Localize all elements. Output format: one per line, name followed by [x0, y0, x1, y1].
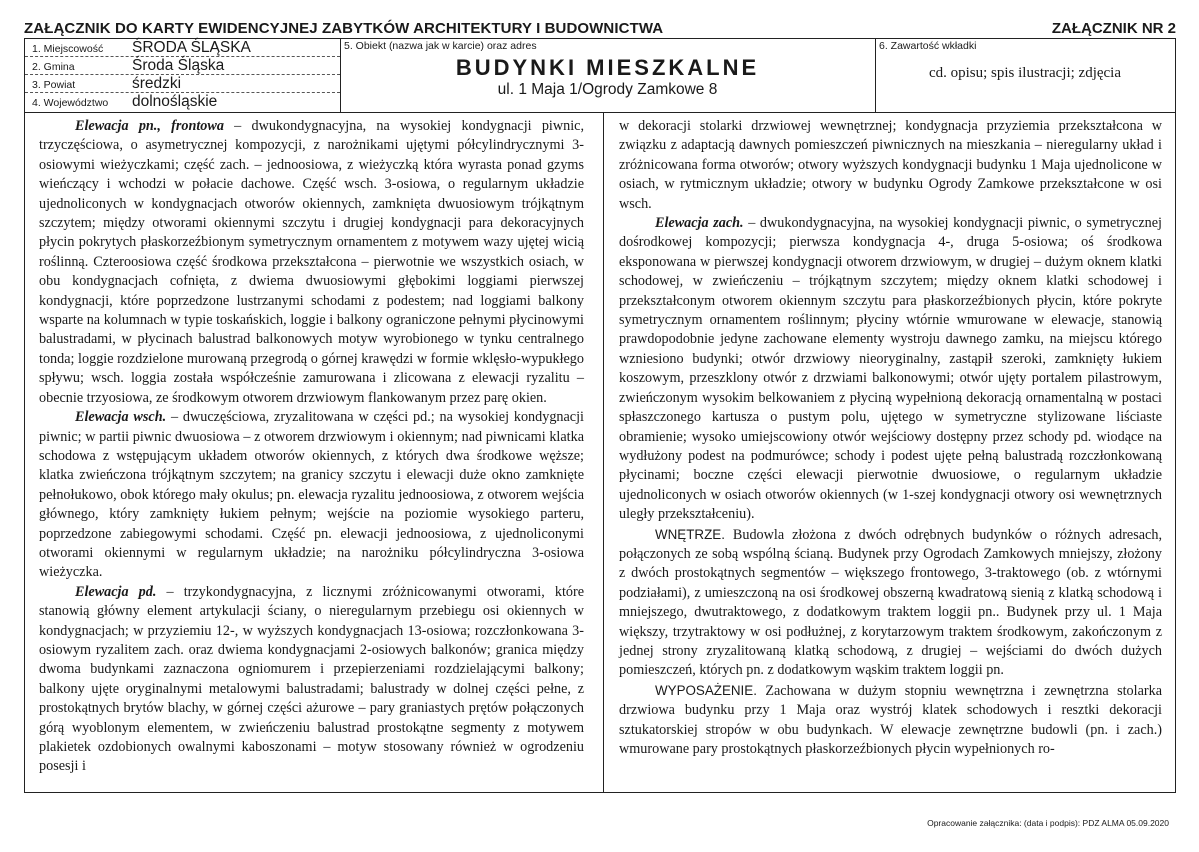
commune-value: Środa Śląska: [132, 57, 225, 74]
right-column: [619, 117, 1162, 759]
commune-label: 2. Gmina: [32, 61, 75, 73]
location-row-commune: [25, 57, 340, 75]
voivodeship-label: 4. Województwo: [32, 97, 109, 109]
town-label: 1. Miejscowość: [32, 43, 104, 55]
text-west-facade: – dwukondygnacyjna, na wysokiej kondygnacji piwnic, o symetrycznej dośrodkowej kompozycji; pierwsza kondygnacja 4-, druga 5-osiowa; oś środkowa eksponowana w pierwszej kondygnacji otworem drzwiowym, w drugiej – dużym oknem klatki schodowej, w zwieńczeniu – trójkątnym szczytem; między oknem klatki schodowej i przekształconym otworem okiennym szczytu para płaskorzeźbionych płycin, które pokryte symetrycznym ornamentem roślinnym; płyciny wtórnie wmurowane w elewacje, stanowią prawdopodobnie jedyne zachowane elementy wystroju dawnego zamku, na miejscu którego wzniesiono budynki; otwór drzwiowy nieoryginalny, zastąpił szeroki, zamknięty łukiem koszowym, przeszklony otwór z drzwiami balkonowymi; otwór ujęty portalem pilastrowym, zwieńczonym wysokim belkowaniem z płyciną wypełnioną dekoracją ornamentalną w postaci spłaszczonego kartusza o pustym polu, ujętego w symetryczne stylizowane liściaste obramienie; wysoko umiejscowiony otwór wejściowy dostępny przez schody pd. wiodące na wydłużony podest na podmurówce; schody i podest ujęte pełną balustradą rozczłonkowaną płycinami; boczne części elewacji pierwotnie dwuosiowe, o regularnym układzie ujednoliconych w osiach otworów okiennych (w 1-szej kondygnacji otwory osi wewnętrznych uległy przekształceniu).: [619, 215, 1162, 523]
text-south-facade: – trzykondygnacyjna, z licznymi zróżnicowanymi otworami, które stanowią główny element artykulacji ściany, o nieregularnym przebiegu osi okiennych w kondygnacjach; w przyziemiu 12-, w wyższych kondygnacjach 13-osiowa; rozczłonkowana 3-osiowym ryzalitem zach. oraz dwiema kondygnacjami 2-osiowych balkonów; granica między dwoma budynkami zaznaczona ogniomurem i przepierzeniami rozdzielającymi balkony; balkony ujęte oryginalnymi metalowymi balustradami; balustrady w dolnej części pełne, z prostokątnych brytów blachy, w górnej części ażurowe – pary graniastych prętów połączonych górą wyoblonym elementem, w zwieńczeniu balustrad prostokątne segmenty z motywem plakietek ozdobionych owalnymi kaboszonami – motyw stosowany również w ogrodzeniu posesji i: [39, 583, 584, 775]
object-column: [340, 39, 876, 112]
content-column: [875, 39, 1175, 112]
county-value: średzki: [132, 75, 182, 92]
paragraph-continuation: [619, 117, 1162, 214]
object-name: BUDYNKI MIESZKALNE: [455, 55, 760, 80]
paragraph-north-facade: [39, 117, 584, 408]
location-column: [25, 39, 341, 112]
location-row-voivodeship: [25, 93, 340, 111]
left-column: [39, 117, 584, 777]
header-table: [24, 38, 1176, 113]
heading-west-facade: Elewacja zach.: [655, 215, 744, 232]
location-row-town: [25, 39, 340, 57]
paragraph-interior: [619, 525, 1162, 681]
heading-east-facade: Elewacja wsch.: [75, 409, 167, 426]
top-bar: [24, 18, 1176, 38]
annex-title: ZAŁĄCZNIK DO KARTY EWIDENCYJNEJ ZABYTKÓW ARCHITEKTURY I BUDOWNICTWA: [24, 20, 664, 37]
annex-number: ZAŁĄCZNIK NR 2: [1051, 20, 1176, 37]
heading-south-facade: Elewacja pd.: [75, 583, 157, 600]
heading-furnishings: WYPOSAŻENIE.: [655, 682, 757, 698]
heading-north-facade: Elewacja pn., frontowa: [75, 118, 224, 134]
description-body: [24, 113, 1176, 793]
paragraph-furnishings: [619, 681, 1162, 760]
text-interior: Budowla złożona z dwóch odrębnych budynków o różnych adresach, połączonych ze sobą wspólną ścianą. Budynek przy Ogrodach Zamkowych mniejszy, złożony z dwóch prostokątnych segmentów – większego frontowego, 3-traktowego (ob. z wtórnymi podziałami), z umieszczoną na osi środkowej obszerną kwadratową sienią z klatką schodową i mniejszego, dwutraktowego, z dodatkowym traktem loggii pn.. Budynek przy ul. 1 Maja większy, trzytraktowy w osi podłużnej, z korytarzowym traktem środkowym, zakończonym z jednej strony zryzalitowaną klatką schodową, z drugiej – wejściami do dwóch dużych pomieszczeń, których pn. z dodatkowym wąskim traktem loggii pn.: [619, 526, 1162, 679]
location-row-county: [25, 75, 340, 93]
paragraph-west-facade: [619, 214, 1162, 525]
county-label: 3. Powiat: [32, 79, 76, 91]
town-value: ŚRODA ŚLĄSKA: [132, 39, 251, 56]
text-east-facade: – dwuczęściowa, zryzalitowana w części pd.; na wysokiej kondygnacji piwnic; w partii piwnic dwuosiowa – z otworem drzwiowym i okiennym; nad piwnicami klatka schodowa z wstępującym układem otworów okiennych, z których dwa środkowe węższe; klatka zwieńczona trójkątnym szczytem; na granicy szczytu i elewacji duże okno zamknięte pełnołukowo, obok którego mały okulus; pn. elewacja ryzalitu jednoosiowa, z otworem wejścia głównego, który zamknięty łukiem pełnym; wejście na poziomie wysokiego parteru, poprzedzone zabiegowymi schodami. Część pn. elewacji jednoosiowa, z ujednoliconymi otworami okiennymi w regularnym układzie; na narożniku półcylindryczna 3-osiowa wieżyczka.: [39, 409, 584, 581]
footer-signature: Opracowanie załącznika: (data i podpis): PDZ ALMA 05.09.2020: [927, 818, 1169, 828]
paragraph-east-facade: [39, 408, 584, 583]
text-furnishings: Zachowana w dużym stopniu wewnętrzna i zewnętrzna stolarka drzwiowa budynku przy 1 Maja oraz wystrój klatek schodowych i resztki dekoracji sztukatorskiej stropów w obu budynkach. W elewacje zewnętrzne budowli (pn. i zach.) wmurowane pary prostokątnych płaskorzeźbionych płycin wypełnionych ro-: [619, 682, 1162, 757]
paragraph-south-facade: [39, 583, 584, 777]
text-continuation: w dekoracji stolarki drzwiowej wewnętrznej; kondygnacja przyziemia przekształcona w związku z adaptacją dawnych pomieszczeń piwnicznych na mieszkania – nieregularny układ i zróżnicowana forma otworów; otwory wyższych kondygnacji budynku 1 Maja ujednolicone w osiach, w rytmicznym układzie; otwory w budynku Ogrody Zamkowe przekształcone w osi wsch.: [619, 118, 1162, 212]
voivodeship-value: dolnośląskie: [132, 93, 218, 110]
column-divider: [603, 113, 604, 792]
content-value: cd. opisu; spis ilustracji; zdjęcia: [928, 65, 1122, 81]
content-label: 6. Zawartość wkładki: [879, 40, 977, 52]
object-address: ul. 1 Maja 1/Ogrody Zamkowe 8: [497, 81, 718, 98]
heading-interior: WNĘTRZE.: [655, 526, 725, 542]
object-label: 5. Obiekt (nazwa jak w karcie) oraz adres: [344, 40, 537, 52]
text-north-facade: – dwukondygnacyjna, na wysokiej kondygnacji piwnic, trzyczęściowa, o asymetrycznej kompozycji, z narożnikami ujętymi półcylindrycznymi 3-osiowymi wieżyczkami; część zach. – jednoosiowa, z wieżyczką która wyrasta ponad gzyms wieńczący i wchodzi w połacie dachowe. Część wsch. 3-osiowa, o regularnym układzie ujednoliconych w kondygnacjach otworów okiennych, zamknięta dwuosiowym trójkątnym szczytem; między otworami okiennymi szczytu i drugiej kondygnacji para dekoracyjnych płycin pokrytych płaskorzeźbionym symetrycznym ornamentem z motywem wazy ujętej wicią roślinną. Czteroosiowa część środkowa przekształcona – pierwotnie we wszystkich osiach, w obu kondygnacjach cofnięta, z dwiema dwuosiowymi głębokimi loggiami pierwszej kondygnacji, które poprzedzone lustrzanymi schodami z podestem; nad loggiami balkony wsparte na kolumnach w typie toskańskich, loggie i balkony ograniczone pełnymi płycinowymi balustradami, w płycinach balustrad balkonowych motyw wyrobionego w tynku centralnego tonda; loggie rozdzielone murowaną przegrodą o górnej krawędzi w formie wklęsło-wypukłego spływu; wsch. loggia została współcześnie zamurowana i zlicowana z elewacji ryzalitu – obecnie trzyosiowa, ze środkowym otworem drzwiowym flankowanym przez parę okien.: [39, 118, 584, 406]
